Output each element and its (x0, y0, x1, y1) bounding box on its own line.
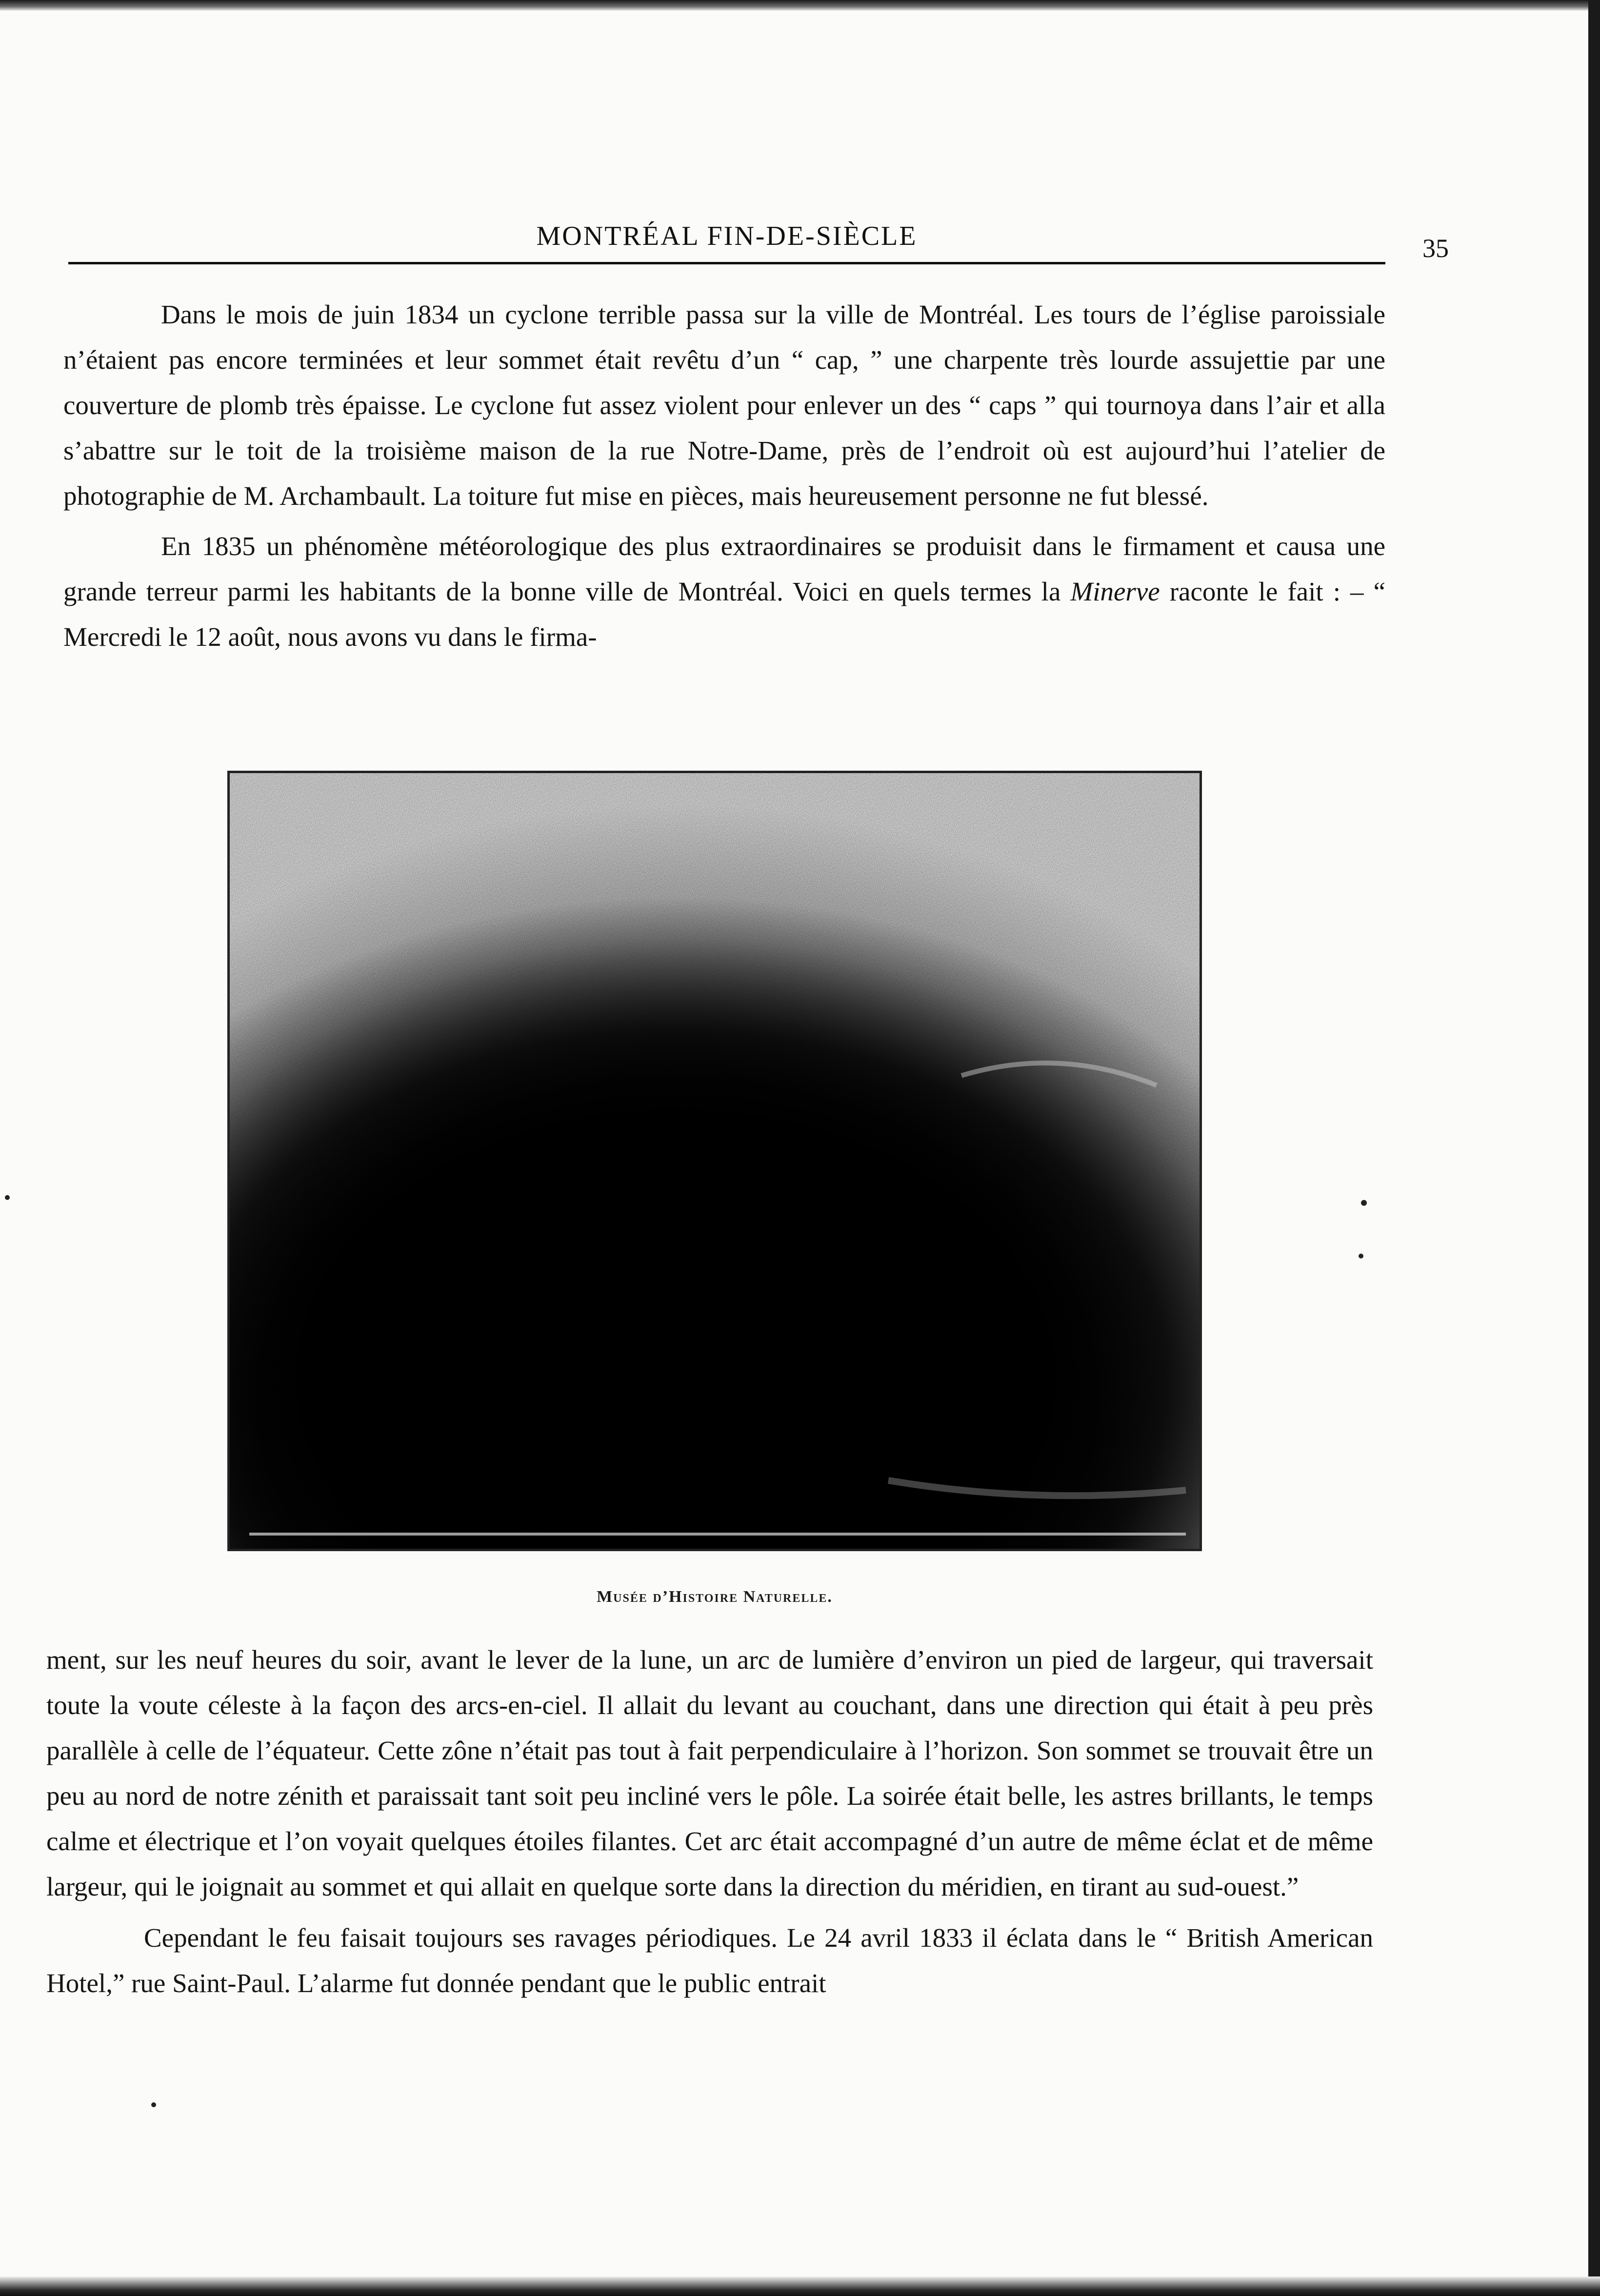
header-rule (68, 262, 1385, 264)
scan-speck (151, 2102, 156, 2107)
scan-speck (1361, 1200, 1367, 1206)
paragraph-cyclone: Dans le mois de juin 1834 un cyclone terrible passa sur la ville de Montréal. Les tours de l’église paroissiale n’étaient pas encore terminées et leur sommet était revêtu d’un “ cap, ” une charpente très lourde assujettie par une couverture de plomb très épaisse. Le cyclone fut assez violent pour enlever un des “ caps ” qui tournoya dans l’air et alla s’abattre sur le toit de la troisième maison de la rue Notre-Dame, près de l’endroit où est aujourd’hui l’atelier de photographie de M. Archambault. La toiture fut mise en pièces, mais heureusement personne ne fut blessé. (63, 299, 1385, 511)
scan-border-top (0, 0, 1600, 11)
scan-speck (5, 1195, 10, 1200)
paragraph-phenomenon: En 1835 un phénomène météorologique des plus extraordinaires se produisit dans le firmament et causa une grande terreur parmi les habitants de la bonne ville de Montréal. Voici en quels termes la Minerve raconte le fait : – “ Mercredi le 12 août, nous avons vu dans le firma- (63, 531, 1385, 652)
running-header (68, 220, 1449, 263)
newspaper-title: Minerve (1070, 577, 1160, 606)
running-title: MONTRÉAL FIN-DE-SIÈCLE (536, 221, 918, 251)
photo-texture (230, 773, 1202, 1551)
body-text-bottom (46, 1637, 1373, 2006)
photo-caption: Musée d’Histoire Naturelle. (597, 1588, 833, 1606)
body-text-top (63, 292, 1385, 659)
paragraph-fire: Cependant le feu faisait toujours ses ravages périodiques. Le 24 avril 1833 il éclata dans le “ British American Hotel,” rue Saint-Paul. L’alarme fut donnée pendant que le public entrait (46, 1923, 1373, 1998)
scan-speck (1359, 1254, 1363, 1258)
scan-border-bottom (0, 2276, 1600, 2296)
scan-border-right (1588, 0, 1600, 2296)
paragraph-continuation: ment, sur les neuf heures du soir, avant le lever de la lune, un arc de lumière d’environ un pied de largeur, qui traversait toute la voute céleste à la façon des arcs-en-ciel. Il allait du levant au couchant, dans une direction qui était à peu près parallèle à celle de l’équateur. Cette zône n’était pas tout à fait perpendiculaire à l’horizon. Son sommet se trouvait être un peu au nord de notre zénith et paraissait tant soit peu incliné vers le pôle. La soirée était belle, les astres brillants, le temps calme et électrique et l’on voyait quelques étoiles filantes. Cet arc était accompagné d’un autre de même éclat et de même largeur, qui le joignait au sommet et qui allait en quelque sorte dans la direction du méridien, en tirant au sud-ouest.” (46, 1645, 1373, 1901)
page-number: 35 (1422, 234, 1449, 263)
museum-photograph (227, 771, 1202, 1551)
